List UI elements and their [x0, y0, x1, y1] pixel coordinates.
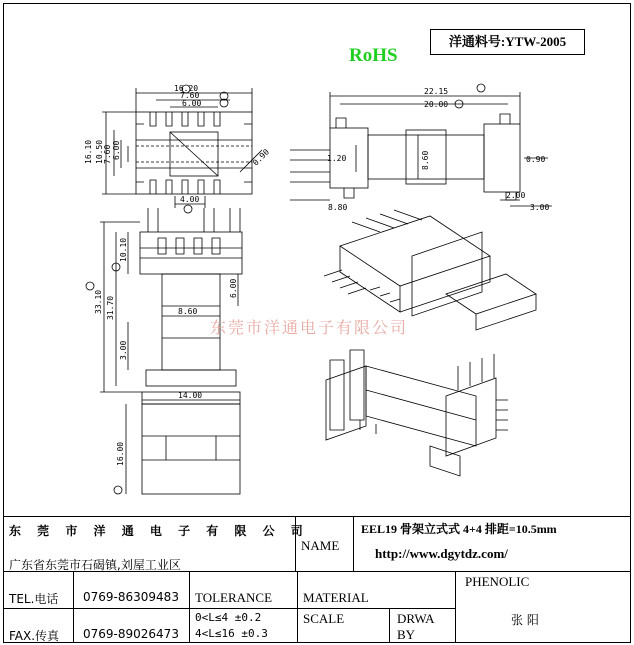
dim-16-00: 16.00 [116, 441, 125, 466]
dim-1-20: 1.20 [327, 154, 347, 163]
tel-label: TEL.电话 [9, 592, 59, 606]
front-view [86, 208, 242, 494]
rule [455, 571, 456, 643]
isometric-view-bottom [326, 350, 508, 476]
tolerance-label: TOLERANCE [195, 590, 273, 605]
dim-2-00: 2.00 [506, 191, 526, 200]
drawn-by-name: 张 阳 [511, 613, 539, 627]
fax-value: 0769-89026473 [83, 627, 179, 641]
dim-16-20: 16.20 [174, 84, 199, 93]
dim-8-60: 8.60 [421, 150, 430, 170]
drawn-label-by: BY [397, 627, 416, 642]
dim-4-00: 4.00 [180, 195, 200, 204]
company-name: 东 莞 市 洋 通 电 子 有 限 公 司 [9, 524, 309, 538]
dim-22-15: 22.15 [424, 87, 449, 96]
dim-6-00-front: 6.00 [229, 278, 238, 298]
dim-8-80: 8.80 [328, 203, 348, 212]
watermark: 东莞市洋通电子有限公司 [210, 318, 409, 337]
dim-16-10: 16.10 [84, 139, 93, 164]
material-label: MATERIAL [303, 590, 369, 605]
dim-3-00: 3.00 [530, 203, 550, 212]
name-label: NAME [301, 538, 340, 553]
material-value: PHENOLIC [465, 574, 530, 589]
rohs-mark: RoHS [349, 45, 398, 66]
isometric-view-top [324, 210, 536, 330]
side-view-labels [327, 87, 549, 212]
rule [389, 608, 390, 643]
rule [297, 571, 298, 643]
dim-3-00-front: 3.00 [119, 340, 128, 360]
tolerance-range-2: 4<L≤16 ±0.3 [195, 627, 268, 640]
rule [3, 608, 455, 609]
dim-0-90: 0.90 [251, 147, 272, 168]
title-block-top-rule [3, 516, 631, 517]
tel-value: 0769-86309483 [83, 590, 179, 604]
rule [73, 571, 74, 643]
tolerance-range-1: 0<L≤4 ±0.2 [195, 611, 262, 624]
part-number-box: 洋通料号:YTW-2005 [430, 29, 585, 55]
dim-8-60-front: 8.60 [178, 307, 198, 316]
fax-label: FAX.传真 [9, 629, 60, 643]
dim-14-00: 14.00 [178, 391, 203, 400]
dim-6-00-v: 6.00 [112, 140, 121, 160]
top-view-labels [84, 84, 271, 204]
dim-7-60: 7.60 [180, 91, 200, 100]
company-address: 广东省东莞市石碣镇,刘屋工业区 [9, 558, 181, 572]
rule [353, 516, 354, 571]
dim-0-90-side: 0.90 [526, 155, 546, 164]
dim-10-50: 10.50 [95, 139, 104, 164]
dim-10-10: 10.10 [119, 237, 128, 262]
drawn-label: DRWA [397, 611, 435, 626]
title-block [3, 516, 631, 643]
dim-31-70: 31.70 [106, 295, 115, 320]
side-view [290, 84, 552, 206]
dim-20-00: 20.00 [424, 100, 449, 109]
dim-6-00: 6.00 [182, 99, 202, 108]
dim-33-10: 33.10 [94, 289, 103, 314]
dim-7-60-v: 7.60 [103, 144, 112, 164]
product-name: EEL19 骨架立式式 4+4 排距=10.5mm [361, 522, 557, 536]
scale-label: SCALE [303, 611, 345, 626]
company-url: http://www.dgytdz.com/ [375, 546, 508, 561]
rule [189, 571, 190, 643]
